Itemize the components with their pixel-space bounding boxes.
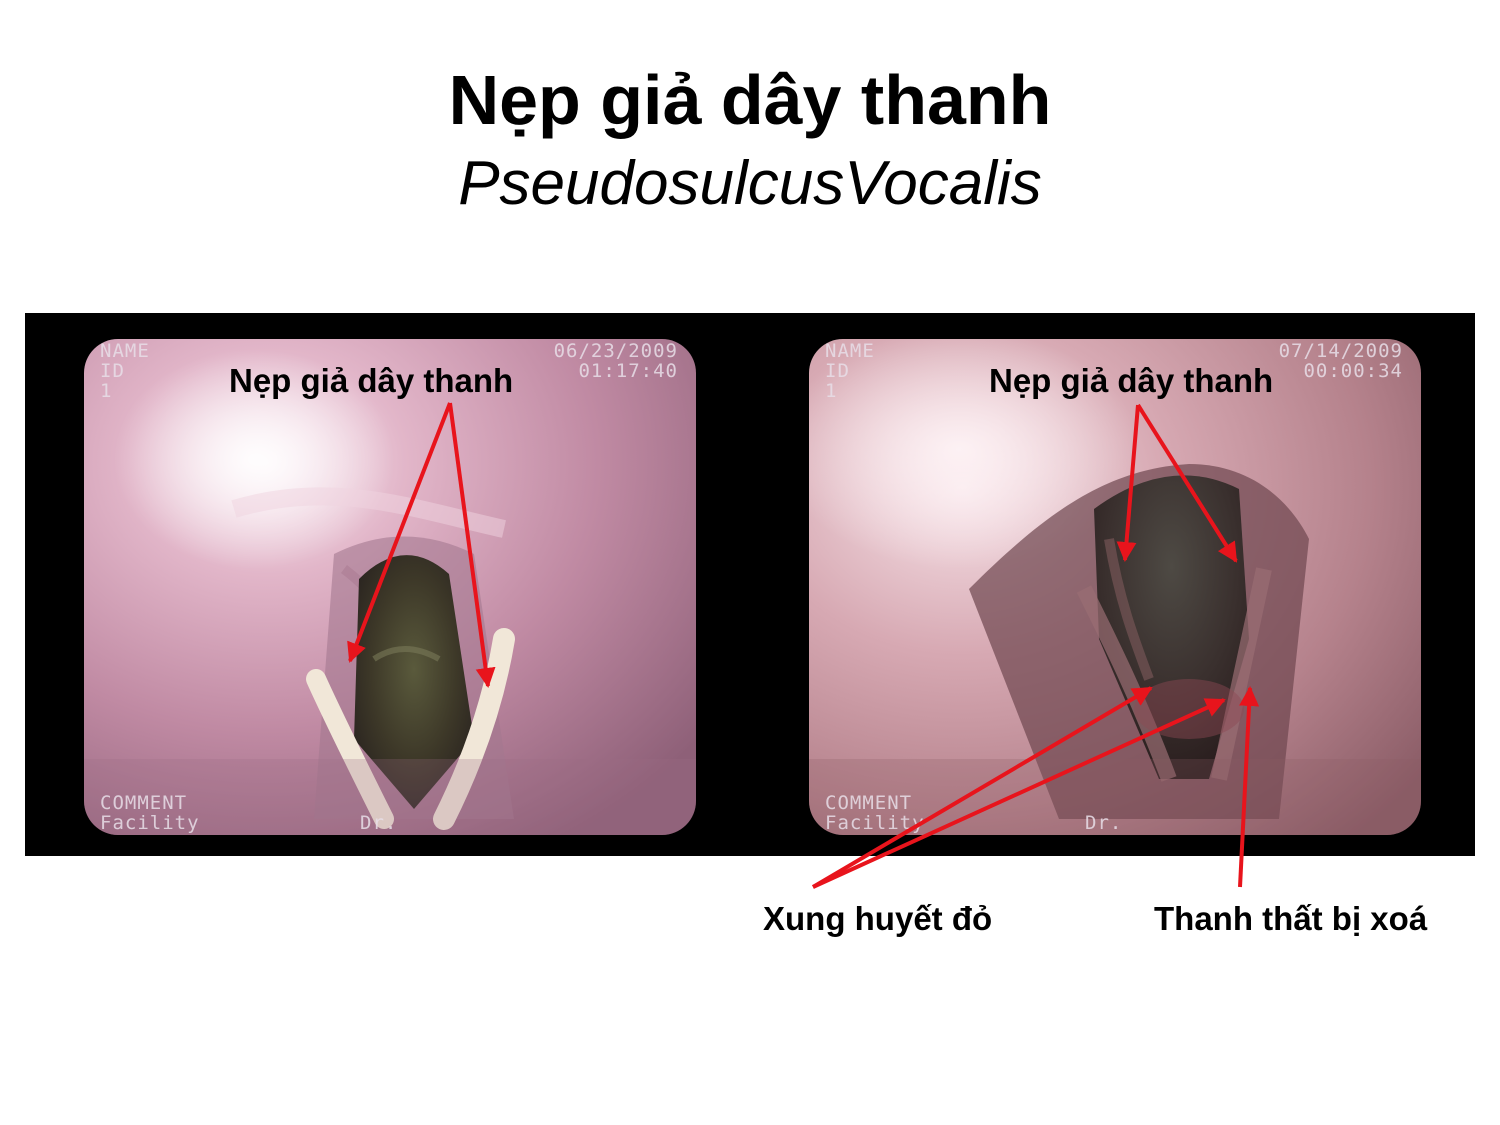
osd-name: NAME bbox=[825, 340, 875, 362]
arrow-redness-2 bbox=[813, 700, 1224, 887]
osd-doctor: Dr. bbox=[1085, 812, 1123, 834]
osd-date: 06/23/2009 bbox=[553, 340, 678, 362]
osd-comment: COMMENT bbox=[825, 792, 913, 814]
osd-facility: Facility bbox=[100, 812, 200, 834]
osd-time: 01:17:40 bbox=[578, 360, 678, 382]
osd-date: 07/14/2009 bbox=[1278, 340, 1403, 362]
osd-name: NAME bbox=[100, 340, 150, 362]
arrow-right-fold-1 bbox=[1125, 405, 1138, 560]
osd-facility: Facility bbox=[825, 812, 925, 834]
slide-title: Nẹp giả dây thanh bbox=[448, 61, 1052, 139]
label-redness: Xung huyết đỏ bbox=[763, 900, 993, 937]
label-false-fold-right: Nẹp giả dây thanh bbox=[989, 362, 1274, 399]
slide-subtitle: PseudosulcusVocalis bbox=[458, 149, 1042, 218]
arrow-redness-1 bbox=[813, 688, 1151, 887]
osd-id-number: 1 bbox=[100, 380, 113, 402]
osd-id: ID bbox=[825, 360, 850, 382]
arrow-left-fold-1 bbox=[350, 403, 450, 661]
arrow-right-fold-2 bbox=[1138, 405, 1236, 561]
osd-id-number: 1 bbox=[825, 380, 838, 402]
label-false-fold-left: Nẹp giả dây thanh bbox=[229, 362, 514, 399]
arrow-left-fold-2 bbox=[450, 403, 488, 686]
osd-doctor: Dr. bbox=[360, 812, 398, 834]
osd-time: 00:00:34 bbox=[1303, 360, 1403, 382]
label-ventricle-obliterated: Thanh thất bị xoá bbox=[1154, 900, 1428, 937]
arrow-ventricle bbox=[1240, 688, 1250, 887]
osd-id: ID bbox=[100, 360, 125, 382]
osd-comment: COMMENT bbox=[100, 792, 188, 814]
